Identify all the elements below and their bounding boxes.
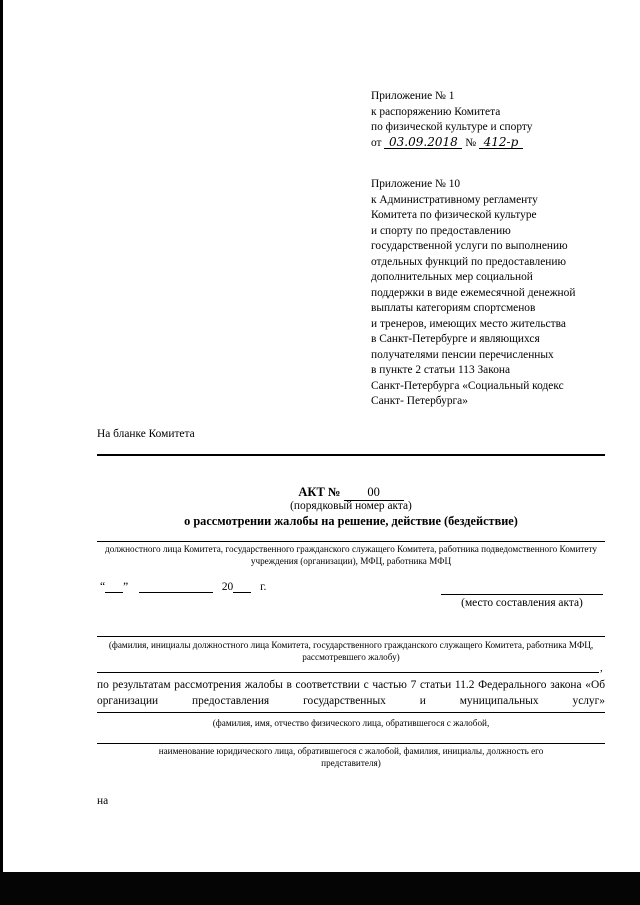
complaint-comma: ,	[600, 662, 603, 674]
letterhead-note: На бланке Комитета	[97, 428, 195, 440]
appendix-10-line: Санкт- Петербурга»	[371, 395, 468, 407]
appendix-10-line: в Санкт-Петербурге и являющихся	[371, 333, 540, 345]
person-caption: (фамилия, имя, отчество физического лица, обратившегося с жалобой,	[212, 718, 490, 728]
appendix-10-title: Приложение № 10	[371, 178, 461, 190]
appendix-1-block	[371, 89, 633, 151]
entity-line	[97, 743, 605, 744]
appendix-10-block	[371, 177, 633, 410]
person-line	[97, 712, 605, 713]
na-label: на	[97, 795, 109, 807]
official-line	[97, 636, 605, 637]
appendix-10-line: в пункте 2 статьи 113 Закона	[371, 364, 511, 376]
appendix-10-line: дополнительных мер социальной	[371, 271, 533, 283]
number-label: №	[465, 136, 477, 149]
act-number-caption: (порядковый номер акта)	[290, 500, 412, 512]
appendix-10-line: выплаты категориям спортсменов	[371, 302, 536, 314]
place-field[interactable]	[441, 594, 603, 595]
day-field[interactable]	[105, 580, 123, 593]
official-caption: (фамилия, инициалы должностного лица Комитета, государственного гражданского служащего Комитета, работника МФЦ, рассмотревшего жалобу)	[108, 640, 594, 662]
subject-line	[97, 541, 605, 542]
date-open-quote: “	[100, 581, 106, 593]
entity-caption: наименование юридического лица, обратившегося с жалобой, фамилия, инициалы, должность его представителя)	[158, 746, 544, 768]
scan-bottom-bar	[0, 872, 640, 905]
appendix-10-line: Санкт-Петербурга «Социальный кодекс	[371, 379, 564, 392]
appendix-1-title: Приложение № 1	[371, 90, 455, 102]
act-subject: о рассмотрении жалобы на решение, действие (бездействие)	[184, 514, 518, 528]
handwritten-number: 412-р	[479, 136, 523, 149]
place-caption: (место составления акта)	[461, 597, 583, 609]
appendix-10-line: поддержки в виде ежемесячной денежной	[371, 286, 576, 299]
handwritten-date: 03.09.2018	[384, 136, 462, 149]
letterhead-divider	[97, 454, 605, 456]
appendix-1-line: по физической культуре и спорту	[371, 121, 533, 134]
act-title-prefix: АКТ №	[298, 485, 341, 499]
appendix-10-line: и тренеров, имеющих место жительства	[371, 317, 566, 330]
appendix-10-line: Комитета по физической культуре	[371, 209, 537, 221]
appendix-1-line: к распоряжению Комитета	[371, 105, 501, 118]
month-field[interactable]	[139, 580, 213, 593]
appendix-10-line: к Административному регламенту	[371, 193, 538, 206]
act-title	[97, 485, 605, 501]
subject-caption: должностного лица Комитета, государственного гражданского служащего Комитета, работника подведомственного Комитету учреждения (организации), МФЦ, работника МФЦ	[105, 544, 597, 566]
year-suffix: г.	[260, 581, 267, 593]
appendix-10-line: государственной услуги по выполнению	[371, 240, 568, 252]
appendix-10-line: отдельных функций по предоставлению	[371, 255, 566, 268]
body-paragraph: по результатам рассмотрения жалобы в соответствии с частью 7 статьи 11.2 Федерального закона «Об организации предоставления государственных и муниципальных услуг»	[97, 679, 605, 707]
year-field[interactable]	[233, 580, 251, 593]
date-row	[100, 580, 266, 593]
scan-left-edge	[0, 0, 3, 905]
appendix-1-date-line	[371, 136, 633, 152]
year-prefix: 20	[221, 581, 234, 593]
date-close-quote: ”	[123, 581, 129, 593]
appendix-10-line: и спорту по предоставлению	[371, 224, 511, 237]
from-label: от	[371, 136, 382, 149]
complaint-line	[97, 672, 599, 673]
act-number: 00	[344, 485, 404, 501]
appendix-10-line: получателями пенсии перечисленных	[371, 348, 554, 361]
